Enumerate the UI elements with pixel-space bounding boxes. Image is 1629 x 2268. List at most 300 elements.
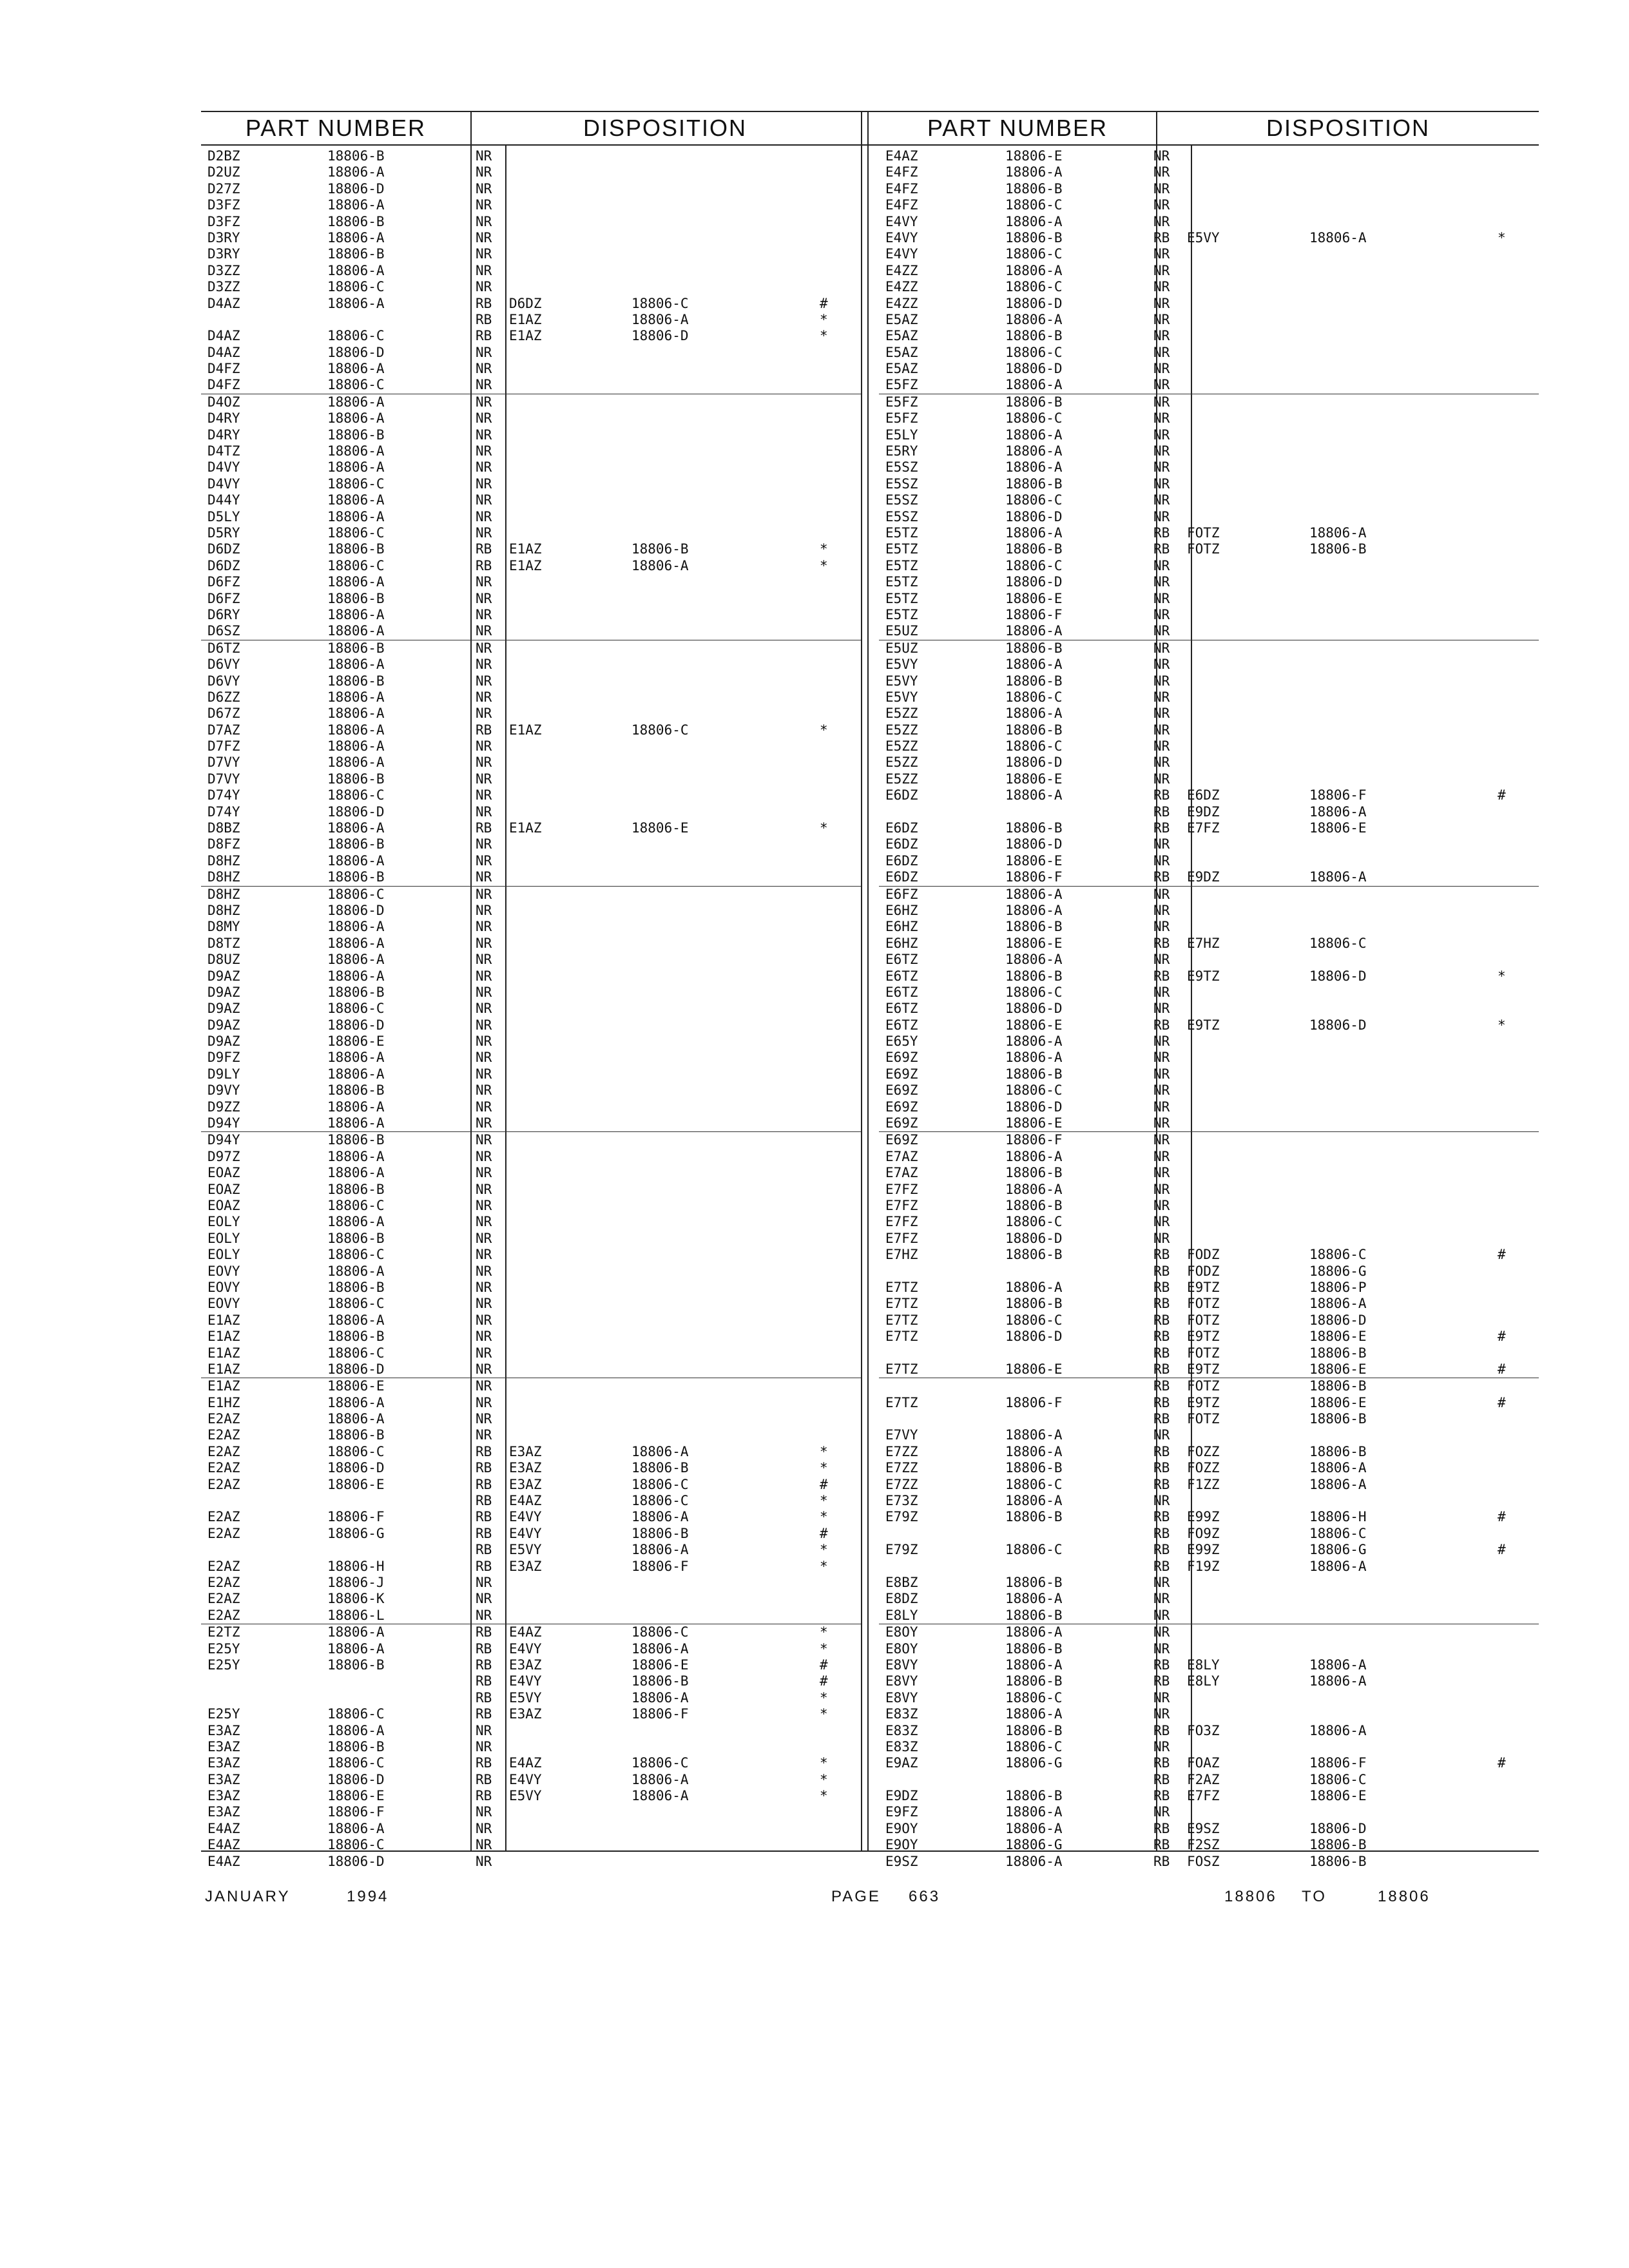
replacement-suffix: 18806-C [631,1493,689,1509]
part-suffix: 18806-B [327,213,385,229]
part-suffix: 18806-C [1005,344,1063,360]
disposition-code: NR [476,180,492,197]
table-row [879,1804,1539,1820]
disposition-code: NR [1153,164,1170,180]
top-rule [201,111,1539,112]
table-row [201,1460,861,1476]
part-suffix: 18806-D [327,1771,385,1787]
table-row [879,1509,1539,1525]
disposition-code: RB [1153,869,1170,885]
replacement-base: E8LY [1187,1657,1220,1673]
disposition-code: NR [476,1329,492,1345]
table-row [201,1575,861,1591]
table-row [879,1493,1539,1509]
table-row [201,1788,861,1804]
disposition-code: RB [476,1443,492,1459]
disposition-code: RB [1153,541,1170,557]
table-row [201,1017,861,1033]
replacement-base: E8LY [1187,1673,1220,1689]
part-suffix: 18806-A [327,1148,385,1164]
replacement-suffix: 18806-A [631,1443,689,1459]
part-base: E5TZ [885,606,918,622]
replacement-note: # [1498,787,1506,803]
replacement-suffix: 18806-A [631,1509,689,1525]
disposition-code: RB [1153,1394,1170,1410]
disposition-code: NR [476,1427,492,1443]
disposition-code: NR [1153,246,1170,262]
part-suffix: 18806-A [1005,213,1063,229]
part-suffix: 18806-K [327,1591,385,1607]
table-row [879,558,1539,574]
part-suffix: 18806-H [327,1558,385,1574]
disposition-code: RB [476,311,492,327]
replacement-suffix: 18806-E [1309,820,1367,836]
part-base: E6TZ [885,1001,918,1017]
replacement-suffix: 18806-D [631,328,689,344]
part-suffix: 18806-C [1005,557,1063,573]
part-base: E8OY [885,1624,918,1640]
disposition-code: RB [476,1788,492,1804]
part-base: E1AZ [207,1378,240,1394]
part-base: D9AZ [207,1033,240,1050]
replacement-base: F2AZ [1187,1771,1220,1787]
part-base: E4VY [885,246,918,262]
replacement-note: * [820,1542,828,1558]
table-row [879,476,1539,492]
table-row [879,214,1539,230]
disposition-code: NR [476,1263,492,1279]
disposition-code: RB [476,1624,492,1640]
replacement-note: * [820,722,828,738]
replacement-suffix: 18806-A [1309,1657,1367,1673]
table-row [879,246,1539,262]
table-row [879,164,1539,180]
disposition-code: RB [1153,1755,1170,1771]
part-suffix: 18806-A [327,229,385,245]
part-suffix: 18806-C [327,1443,385,1459]
replacement-suffix: 18806-E [631,1657,689,1673]
part-suffix: 18806-A [327,1066,385,1082]
disposition-code: NR [476,803,492,820]
table-row [201,853,861,869]
disposition-code: RB [1153,803,1170,820]
part-suffix: 18806-A [327,410,385,427]
part-base: D8UZ [207,952,240,968]
replacement-suffix: 18806-C [1309,1525,1367,1541]
table-row [879,1345,1539,1361]
replacement-note: # [820,1476,828,1492]
table-row [879,541,1539,557]
table-row [201,657,861,673]
part-base: E1AZ [207,1361,240,1377]
table-row [879,903,1539,919]
part-base: E83Z [885,1706,918,1722]
part-suffix: 18806-D [1005,361,1063,377]
disposition-code: NR [1153,295,1170,311]
replacement-suffix: 18806-A [631,1771,689,1787]
disposition-code: NR [476,1082,492,1099]
disposition-code: NR [1153,657,1170,673]
table-row [201,1066,861,1082]
table-row [879,1082,1539,1099]
part-base: E5TZ [885,557,918,573]
part-base: E9DZ [885,1788,918,1804]
part-suffix: 18806-B [327,590,385,606]
table-row [879,1690,1539,1706]
part-base: D7AZ [207,722,240,738]
table-row [879,1017,1539,1033]
part-base: E7FZ [885,1230,918,1246]
part-suffix: 18806-B [1005,180,1063,197]
table-row [879,1788,1539,1804]
replacement-base: E9TZ [1187,1394,1220,1410]
disposition-code: RB [1153,1853,1170,1869]
table-row [879,181,1539,197]
part-suffix: 18806-A [1005,1181,1063,1197]
replacement-note: * [820,1460,828,1476]
disposition-code: RB [1153,1312,1170,1328]
disposition-code: NR [476,984,492,1000]
part-base: E7AZ [885,1165,918,1181]
disposition-code: NR [476,344,492,360]
disposition-code: NR [1153,262,1170,278]
replacement-base: E5VY [509,1788,542,1804]
disposition-code: RB [476,1673,492,1689]
disposition-code: NR [1153,311,1170,327]
part-base: E7FZ [885,1181,918,1197]
part-base: D3FZ [207,197,240,213]
disposition-code: RB [1153,1443,1170,1459]
table-row [879,1378,1539,1394]
disposition-code: RB [1153,820,1170,836]
table-row [201,230,861,246]
replacement-note: * [820,820,828,836]
part-suffix: 18806-F [1005,1394,1063,1410]
table-row [201,1690,861,1706]
disposition-code: NR [476,1214,492,1230]
disposition-code: NR [476,640,492,656]
table-row [879,1264,1539,1280]
table-row [879,1526,1539,1542]
part-suffix: 18806-B [327,1181,385,1197]
part-suffix: 18806-B [1005,1574,1063,1590]
table-row [201,804,861,820]
replacement-base: E3AZ [509,1558,542,1574]
part-suffix: 18806-B [327,1427,385,1443]
table-row [879,754,1539,771]
part-suffix: 18806-C [1005,246,1063,262]
part-base: E4FZ [885,164,918,180]
table-row [201,459,861,476]
part-base: E7HZ [885,1247,918,1263]
replacement-suffix: 18806-F [1309,1755,1367,1771]
part-suffix: 18806-A [1005,1624,1063,1640]
replacement-suffix: 18806-A [631,1542,689,1558]
part-suffix: 18806-B [1005,968,1063,984]
replacement-suffix: 18806-C [1309,1247,1367,1263]
part-base: E7ZZ [885,1476,918,1492]
replacement-note: * [820,1640,828,1657]
part-suffix: 18806-D [1005,508,1063,524]
disposition-code: RB [1153,1296,1170,1312]
replacement-suffix: 18806-B [1309,541,1367,557]
replacement-base: E99Z [1187,1509,1220,1525]
part-suffix: 18806-A [327,197,385,213]
part-base: D8BZ [207,820,240,836]
table-row [201,1427,861,1443]
part-base: E1HZ [207,1394,240,1410]
table-row [201,820,861,836]
replacement-base: E4VY [509,1673,542,1689]
part-suffix: 18806-A [1005,164,1063,180]
part-base: D4FZ [207,361,240,377]
disposition-code: NR [476,1378,492,1394]
disposition-code: NR [1153,1738,1170,1754]
disposition-code: NR [1153,197,1170,213]
part-base: E6HZ [885,902,918,918]
part-suffix: 18806-A [1005,443,1063,459]
replacement-note: * [820,328,828,344]
part-suffix: 18806-E [1005,590,1063,606]
disposition-code: NR [1153,344,1170,360]
part-suffix: 18806-A [1005,902,1063,918]
table-row [879,1001,1539,1017]
replacement-base: E1AZ [509,557,542,573]
table-row [201,1214,861,1230]
table-row [201,1641,861,1657]
table-row [201,836,861,852]
table-row [201,1624,861,1640]
part-base: D8TZ [207,935,240,951]
disposition-code: NR [1153,508,1170,524]
part-suffix: 18806-B [327,541,385,557]
part-suffix: 18806-A [1005,427,1063,443]
table-row [879,1837,1539,1853]
table-row [879,1066,1539,1082]
replacement-suffix: 18806-A [631,1689,689,1706]
part-suffix: 18806-C [327,557,385,573]
table-row [879,1641,1539,1657]
table-row [201,919,861,935]
replacement-base: E9TZ [1187,968,1220,984]
part-suffix: 18806-A [327,459,385,476]
disposition-code: RB [1153,1771,1170,1787]
table-row [879,1280,1539,1296]
part-base: E6TZ [885,952,918,968]
part-suffix: 18806-A [327,657,385,673]
replacement-suffix: 18806-B [1309,1853,1367,1869]
replacement-base: E1AZ [509,722,542,738]
part-suffix: 18806-F [1005,606,1063,622]
disposition-code: RB [1153,1476,1170,1492]
table-row [879,820,1539,836]
replacement-note: * [820,1624,828,1640]
table-row [879,1723,1539,1739]
table-row [879,312,1539,328]
part-suffix: 18806-A [1005,262,1063,278]
disposition-code: NR [1153,1099,1170,1115]
table-row [201,1165,861,1181]
part-suffix: 18806-B [1005,1722,1063,1738]
part-base: E5AZ [885,361,918,377]
part-base: E5TZ [885,590,918,606]
part-base: E5TZ [885,541,918,557]
replacement-base: FOAZ [1187,1755,1220,1771]
replacement-suffix: 18806-A [1309,869,1367,885]
table-row [879,1099,1539,1115]
replacement-base: E9DZ [1187,869,1220,885]
part-suffix: 18806-B [1005,328,1063,344]
disposition-code: NR [476,1181,492,1197]
part-suffix: 18806-C [1005,984,1063,1000]
table-row [879,410,1539,427]
table-row [879,574,1539,590]
part-base: D2UZ [207,164,240,180]
part-base: E5UZ [885,640,918,656]
part-base: E69Z [885,1050,918,1066]
replacement-note: * [820,1755,828,1771]
disposition-code: NR [476,1574,492,1590]
disposition-code: RB [1153,1345,1170,1361]
table-row [201,1821,861,1837]
part-base: E9AZ [885,1755,918,1771]
disposition-code: NR [476,1017,492,1033]
part-base: D4AZ [207,295,240,311]
disposition-code: NR [1153,459,1170,476]
part-base: E7ZZ [885,1443,918,1459]
disposition-code: NR [1153,328,1170,344]
part-base: E65Y [885,1033,918,1050]
table-row [201,640,861,657]
part-base: E6DZ [885,787,918,803]
table-row [201,476,861,492]
disposition-code: NR [1153,902,1170,918]
table-row [201,1411,861,1427]
disposition-code: NR [476,1411,492,1427]
part-base: E5VY [885,657,918,673]
table-row [879,640,1539,657]
part-base: E7VY [885,1427,918,1443]
part-base: EOVY [207,1279,240,1295]
disposition-code: NR [476,689,492,705]
disposition-code: RB [476,541,492,557]
part-base: E5SZ [885,508,918,524]
disposition-code: NR [1153,1689,1170,1706]
disposition-code: NR [1153,1050,1170,1066]
replacement-note: # [1498,1329,1506,1345]
part-base: E5ZZ [885,738,918,754]
part-base: E8LY [885,1607,918,1623]
part-base: E5ZZ [885,754,918,771]
part-base: E9FZ [885,1804,918,1820]
replacement-base: E5VY [1187,229,1220,245]
disposition-code: NR [476,1066,492,1082]
part-suffix: 18806-A [1005,706,1063,722]
part-suffix: 18806-D [327,1017,385,1033]
part-suffix: 18806-A [327,1722,385,1738]
part-suffix: 18806-C [1005,1312,1063,1328]
table-row [201,1132,861,1148]
replacement-suffix: 18806-A [631,1640,689,1657]
replacement-base: E5VY [509,1689,542,1706]
part-suffix: 18806-B [327,1279,385,1295]
table-row [201,1444,861,1460]
part-suffix: 18806-D [327,1853,385,1869]
table-row [201,279,861,295]
footer-year: 1994 [347,1888,389,1905]
replacement-suffix: 18806-E [631,820,689,836]
table-row [879,722,1539,738]
disposition-code: NR [476,1279,492,1295]
disposition-code: NR [1153,1804,1170,1820]
replacement-suffix: 18806-D [1309,1017,1367,1033]
disposition-code: NR [476,1296,492,1312]
disposition-code: RB [476,295,492,311]
table-row [879,706,1539,722]
part-base: E25Y [207,1706,240,1722]
table-row [879,1591,1539,1607]
table-row [201,492,861,508]
replacement-base: E4VY [509,1525,542,1541]
table-row [879,1624,1539,1640]
disposition-code: NR [476,1837,492,1853]
disposition-code: NR [476,148,492,164]
replacement-note: * [820,1509,828,1525]
disposition-code: RB [1153,1263,1170,1279]
part-base: D44Y [207,492,240,508]
disposition-code: NR [1153,1132,1170,1148]
replacement-note: # [820,1657,828,1673]
part-suffix: 18806-A [327,262,385,278]
replacement-base: FOZZ [1187,1460,1220,1476]
table-row [201,1837,861,1853]
part-suffix: 18806-B [327,1329,385,1345]
part-base: E69Z [885,1132,918,1148]
part-base: E6HZ [885,919,918,935]
disposition-code: NR [1153,1033,1170,1050]
header-rule [201,144,1539,146]
footer-range-from: 18806 [1224,1888,1277,1905]
disposition-code: RB [476,1525,492,1541]
replacement-suffix: 18806-C [631,1624,689,1640]
part-suffix: 18806-C [327,1198,385,1213]
table-row [201,263,861,279]
disposition-code: NR [1153,427,1170,443]
disposition-code: NR [1153,689,1170,705]
replacement-note: * [820,1788,828,1804]
table-row [201,558,861,574]
part-suffix: 18806-A [327,1312,385,1328]
part-base: D67Z [207,706,240,722]
part-base: D8HZ [207,902,240,918]
replacement-suffix: 18806-C [631,1476,689,1492]
disposition-code: RB [1153,1558,1170,1574]
part-base: EOVY [207,1263,240,1279]
replacement-suffix: 18806-C [1309,935,1367,951]
part-base: D9ZZ [207,1099,240,1115]
part-suffix: 18806-A [327,361,385,377]
replacement-base: FOTZ [1187,1378,1220,1394]
table-row [201,525,861,541]
table-row [201,1099,861,1115]
part-suffix: 18806-A [1005,1279,1063,1295]
right-part-number-header: PART NUMBER [927,115,1108,141]
part-suffix: 18806-B [1005,541,1063,557]
replacement-base: E9TZ [1187,1329,1220,1345]
replacement-suffix: 18806-A [1309,1673,1367,1689]
table-row [201,787,861,803]
table-row [201,1542,861,1558]
